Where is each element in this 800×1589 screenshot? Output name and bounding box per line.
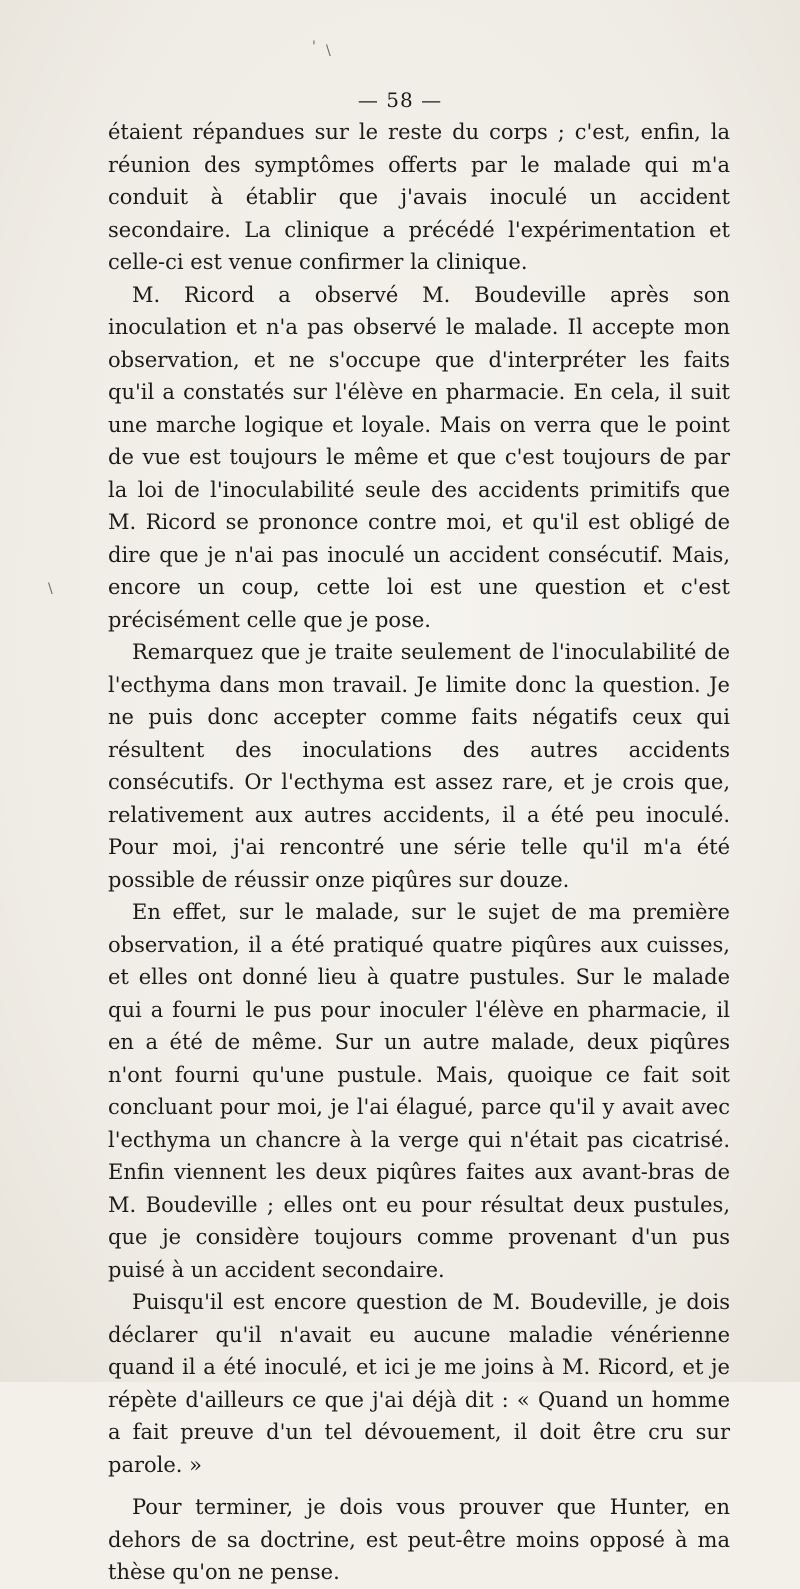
page-number: — 58 —: [357, 88, 443, 112]
paragraph-4: En effet, sur le malade, sur le sujet de ma première observation, il a été pratiqué quatre piqûres aux cuisses, et elles ont donné lieu à quatre pustules. Sur le malade qui a fourni le pus pour inoculer l'élève en pharmacie, il en a été de même. Sur un autre malade, deux piqûres n'ont fourni qu'une pustule. Mais, quoique ce fait soit concluant pour moi, je l'ai élagué, parce qu'il y avait avec l'ecthyma un chancre à la verge qui n'était pas cicatrisé. Enfin viennent les deux piqûres faites aux avant-bras de M. Boudeville ; elles ont eu pour résultat deux pustules, que je considère toujours comme provenant d'un pus puisé à un accident secondaire.: [108, 900, 730, 1282]
ink-speck: \: [326, 43, 331, 59]
paragraph-3: Remarquez que je traite seulement de l'inoculabilité de l'ecthyma dans mon travail. Je limite donc la question. Je ne puis donc accepter comme faits négatifs ceux qui résultent des inoculations des autres accidents consécutifs. Or l'ecthyma est assez rare, et je crois que, relativement aux autres accidents, il a été peu inoculé. Pour moi, j'ai rencontré une série telle qu'il m'a été possible de réussir onze piqûres sur douze.: [108, 640, 730, 892]
body-text: [108, 116, 730, 1589]
paragraph-2: M. Ricord a observé M. Boudeville après son inoculation et n'a pas observé le malade. Il accepte mon observation, et ne s'occupe que d'interpréter les faits qu'il a constatés sur l'élève en pharmacie. En cela, il suit une marche logique et loyale. Mais on verra que le point de vue est toujours le même et que c'est toujours de par la loi de l'inoculabilité seule des accidents primitifs que M. Ricord se prononce contre moi, et qu'il est obligé de dire que je n'ai pas inoculé un accident consécutif. Mais, encore un coup, cette loi est une question et c'est précisément celle que je pose.: [108, 282, 730, 632]
paragraph-1: étaient répandues sur le reste du corps ; c'est, enfin, la réunion des symptômes offerts par le malade qui m'a conduit à établir que j'avais inoculé un accident secondaire. La clinique a précédé l'expérimentation et celle-ci est venue confirmer la clinique.: [108, 120, 730, 274]
ink-speck: ': [312, 39, 316, 55]
paragraph-6: Pour terminer, je dois vous prouver que Hunter, en dehors de sa doctrine, est peut-être moins opposé à ma thèse qu'on ne pense.: [108, 1495, 730, 1584]
paragraph-5: Puisqu'il est encore question de M. Boudeville, je dois déclarer qu'il n'avait eu aucune maladie vénérienne quand il a été inoculé, et ici je me joins à M. Ricord, et je répète d'ailleurs ce que j'ai déjà dit : « Quand un homme a fait preuve d'un tel dévouement, il doit être cru sur parole. »: [108, 1290, 730, 1477]
ink-speck: \: [48, 581, 53, 597]
